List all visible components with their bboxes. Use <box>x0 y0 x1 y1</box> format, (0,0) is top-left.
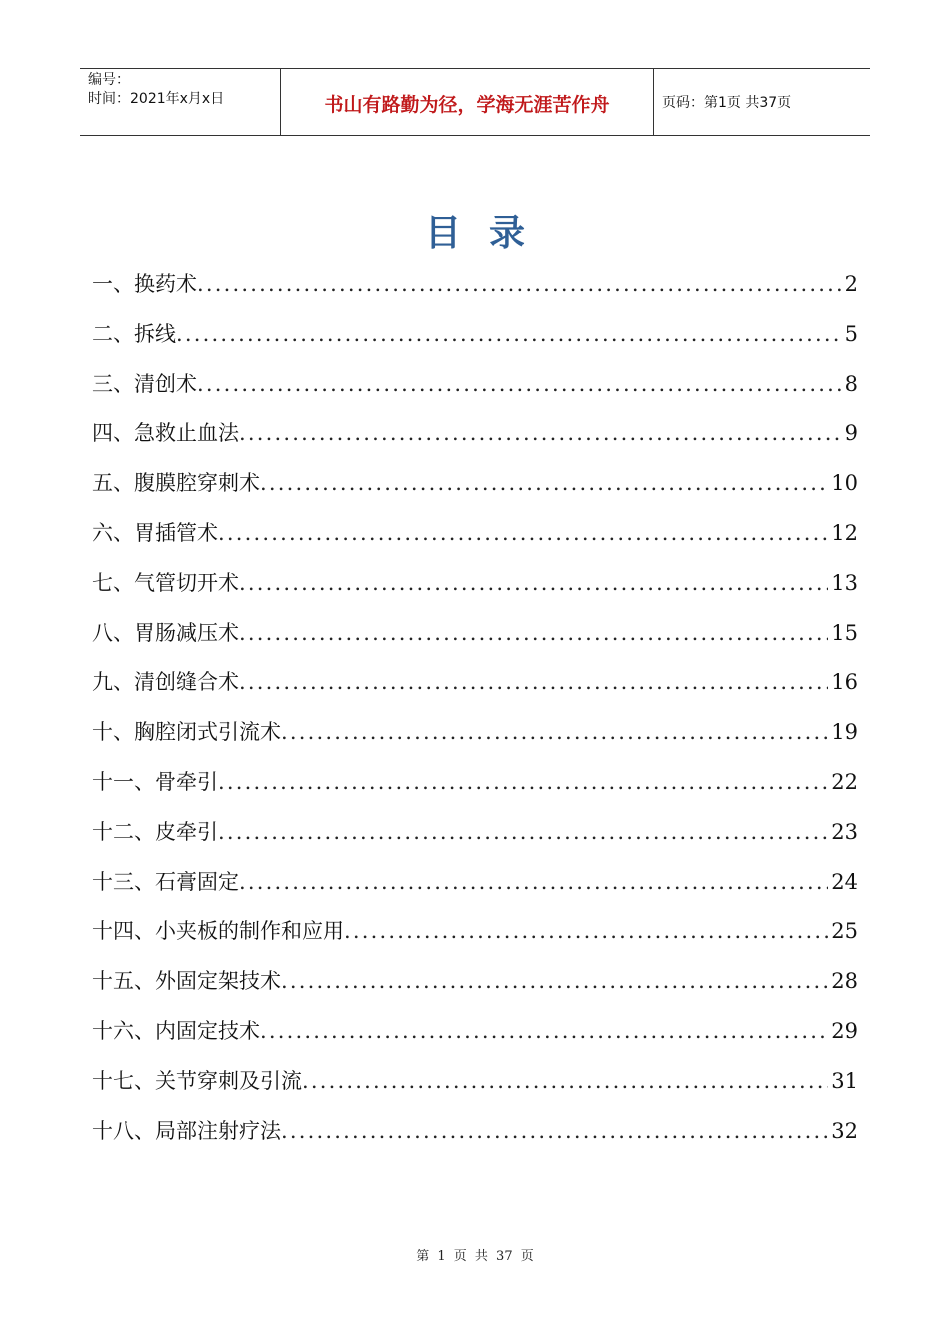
toc-leader-dots <box>239 670 828 694</box>
toc-entry-label: 六、胃插管术 <box>92 520 218 545</box>
toc-entry-page: 32 <box>831 1118 858 1143</box>
header-motto: 书山有路勤为径，学海无涯苦作舟 <box>281 69 654 135</box>
toc-leader-dots <box>302 1069 828 1093</box>
toc-entry[interactable] <box>92 517 858 567</box>
toc-entry[interactable] <box>92 368 858 418</box>
toc-entry-page: 10 <box>831 471 858 496</box>
toc-leader-dots <box>281 720 828 744</box>
page-header <box>80 68 870 136</box>
toc-entry[interactable] <box>92 467 858 517</box>
toc-entry-page: 5 <box>844 321 858 346</box>
toc-entry-label: 十四、小夹板的制作和应用 <box>92 919 344 944</box>
toc-entry-page: 31 <box>831 1068 858 1093</box>
toc-leader-dots <box>197 272 842 296</box>
toc-entry-label: 十八、局部注射疗法 <box>92 1118 281 1143</box>
toc-entry[interactable] <box>92 617 858 667</box>
toc-entry[interactable] <box>92 666 858 716</box>
toc-title: 目录 <box>424 213 553 254</box>
toc-entry[interactable] <box>92 716 858 766</box>
toc-entry[interactable] <box>92 816 858 866</box>
toc-entry-page: 12 <box>831 520 858 545</box>
toc-leader-dots <box>239 870 828 894</box>
toc-leader-dots <box>176 322 842 346</box>
toc-entry[interactable] <box>92 965 858 1015</box>
toc-entry-label: 十五、外固定架技术 <box>92 969 281 994</box>
toc-entry-page: 16 <box>831 670 858 695</box>
toc-entry-label: 八、胃肠减压术 <box>92 620 239 645</box>
toc-entry[interactable] <box>92 766 858 816</box>
toc-leader-dots <box>218 770 828 794</box>
toc-entry-label: 五、腹膜腔穿刺术 <box>92 471 260 496</box>
toc-leader-dots <box>239 621 828 645</box>
toc-entry-label: 七、气管切开术 <box>92 570 239 595</box>
toc-entry-label: 十七、关节穿刺及引流 <box>92 1068 302 1093</box>
toc-entry[interactable] <box>92 567 858 617</box>
toc-entry-label: 四、急救止血法 <box>92 421 239 446</box>
toc-entry-page: 28 <box>831 969 858 994</box>
toc-leader-dots <box>344 919 828 943</box>
toc-entry[interactable] <box>92 417 858 467</box>
toc-entry[interactable] <box>92 318 858 368</box>
toc-entry-page: 2 <box>844 272 858 296</box>
toc-entry-page: 25 <box>831 919 858 944</box>
toc-entry[interactable] <box>92 268 858 318</box>
toc-entry[interactable] <box>92 1015 858 1065</box>
header-page-info: 页码：第1页 共37页 <box>662 95 792 111</box>
number-label: 编号： <box>88 72 130 88</box>
toc-entry-page: 15 <box>831 620 858 645</box>
toc-entry-label: 十三、石膏固定 <box>92 869 239 894</box>
toc-entry-label: 三、清创术 <box>92 371 197 396</box>
toc-entry-page: 22 <box>831 769 858 794</box>
toc-entry[interactable] <box>92 915 858 965</box>
toc-leader-dots <box>260 471 828 495</box>
toc-leader-dots <box>218 521 828 545</box>
toc-entry-label: 十二、皮牵引 <box>92 819 218 844</box>
toc-entry-label: 十、胸腔闭式引流术 <box>92 720 281 745</box>
header-meta <box>80 69 281 135</box>
toc-entry[interactable] <box>92 1115 858 1165</box>
toc-leader-dots <box>239 571 828 595</box>
time-label: 时间：2021年x月x日 <box>88 91 225 107</box>
toc-leader-dots <box>218 820 828 844</box>
toc-leader-dots <box>281 969 828 993</box>
toc-entry-page: 19 <box>831 720 858 745</box>
toc-entry-page: 9 <box>844 421 858 446</box>
toc-entry-label: 一、换药术 <box>92 272 197 296</box>
toc-entry-label: 二、拆线 <box>92 321 176 346</box>
toc-entry-page: 23 <box>831 819 858 844</box>
toc-entry-page: 8 <box>844 371 858 396</box>
toc-entry-page: 29 <box>831 1018 858 1043</box>
toc-leader-dots <box>239 421 842 445</box>
toc-entry-page: 13 <box>831 570 858 595</box>
toc-leader-dots <box>197 372 842 396</box>
toc-leader-dots <box>281 1119 828 1143</box>
toc-entry-label: 十六、内固定技术 <box>92 1018 260 1043</box>
toc-entry[interactable] <box>92 1065 858 1115</box>
toc-leader-dots <box>260 1019 828 1043</box>
toc-entry[interactable] <box>92 866 858 916</box>
toc-entry-label: 十一、骨牵引 <box>92 769 218 794</box>
toc-entry-label: 九、清创缝合术 <box>92 670 239 695</box>
page-footer: 第 1 页 共 37 页 <box>416 1249 534 1264</box>
toc-list <box>92 268 858 1164</box>
toc-entry-page: 24 <box>831 869 858 894</box>
